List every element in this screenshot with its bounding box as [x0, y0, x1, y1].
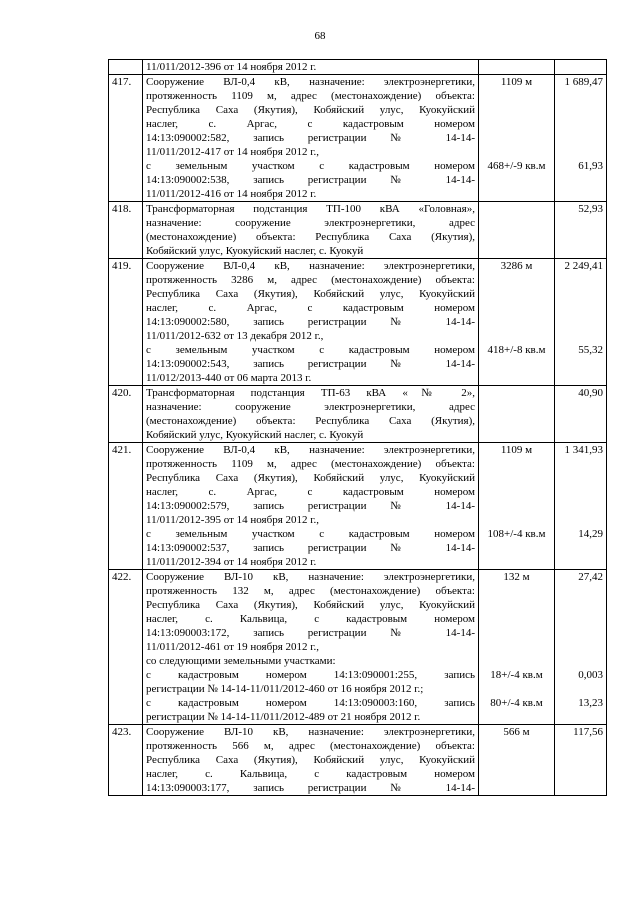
row-number: 422. — [109, 570, 143, 725]
row-description: Трансформаторная подстанция ТП-63 кВА «№ 2», назначение: сооружение электроэнергетики, адрес (местонахождение) объекта: Республика Саха (Якутия), Кобяйский улус, Куокуйский наслег, с. Куокуй — [143, 386, 479, 443]
table-row — [109, 75, 607, 202]
row-description: Сооружение ВЛ-10 кВ, назначение: электроэнергетики, протяженность 566 м, адрес (местонахождение) объекта: Республика Саха (Якутия), Кобяйский улус, Куокуйский наслег, с. Кальвица, с кадастровым номером 14:13:090003:177, запись регистрации № 14-14- — [143, 725, 479, 796]
property-table — [108, 59, 607, 796]
row-description: Трансформаторная подстанция ТП-100 кВА «Головная», назначение: сооружение электроэнергетики, адрес (местонахождение) объекта: Республика Саха (Якутия), Кобяйский улус, Куокуйский наслег, с. Куокуй — [143, 202, 479, 259]
row-number: 421. — [109, 443, 143, 570]
row-area: 566 м — [479, 725, 555, 796]
row-number: 420. — [109, 386, 143, 443]
row-value: 52,93 — [555, 202, 607, 259]
row-area — [479, 202, 555, 259]
row-number: 419. — [109, 259, 143, 386]
row-value: 1 341,93 14,29 — [555, 443, 607, 570]
row-area: 132 м 18+/-4 кв.м 80+/-4 кв.м — [479, 570, 555, 725]
row-area: 3286 м 418+/-8 кв.м — [479, 259, 555, 386]
row-value: 1 689,47 61,93 — [555, 75, 607, 202]
row-number: 417. — [109, 75, 143, 202]
table-row — [109, 386, 607, 443]
row-value: 117,56 — [555, 725, 607, 796]
row-description: Сооружение ВЛ-0,4 кВ, назначение: электроэнергетики, протяженность 1109 м, адрес (местонахождение) объекта: Республика Саха (Якутия), Кобяйский улус, Куокуйский наслег, с. Аргас, с кадастровым номером 14:13:090002:582, запись регистрации № 14-14- 11/011/2012-417 от 14 ноября 2012 г., с земельным участком с кадастровым номером 14:13:090002:538, запись регистрации № 14-14- 11/011/2012-416 от 14 ноября 2012 г. — [143, 75, 479, 202]
table-row — [109, 570, 607, 725]
table-row — [109, 259, 607, 386]
table-row-continuation — [109, 60, 607, 75]
row-area — [479, 386, 555, 443]
table-row — [109, 443, 607, 570]
row-description: Сооружение ВЛ-0,4 кВ, назначение: электроэнергетики, протяженность 3286 м, адрес (местонахождение) объекта: Республика Саха (Якутия), Кобяйский улус, Куокуйский наслег, с. Аргас, с кадастровым номером 14:13:090002:580, запись регистрации № 14-14- 11/011/2012-632 от 13 декабря 2012 г., с земельным участком с кадастровым номером 14:13:090002:543, запись регистрации № 14-14- 11/012/2013-440 от 06 марта 2013 г. — [143, 259, 479, 386]
row-number: 418. — [109, 202, 143, 259]
row-description: Сооружение ВЛ-0,4 кВ, назначение: электроэнергетики, протяженность 1109 м, адрес (местонахождение) объекта: Республика Саха (Якутия), Кобяйский улус, Куокуйский наслег, с. Аргас, с кадастровым номером 14:13:090002:579, запись регистрации № 14-14- 11/011/2012-395 от 14 ноября 2012 г., с земельным участком с кадастровым номером 14:13:090002:537, запись регистрации № 14-14- 11/011/2012-394 от 14 ноября 2012 г. — [143, 443, 479, 570]
row-area: 1109 м 468+/-9 кв.м — [479, 75, 555, 202]
row-value: 27,42 0,003 13,23 — [555, 570, 607, 725]
row-area — [479, 60, 555, 75]
row-value — [555, 60, 607, 75]
row-number: 423. — [109, 725, 143, 796]
row-description: Сооружение ВЛ-10 кВ, назначение: электроэнергетики, протяженность 132 м, адрес (местонахождение) объекта: Республика Саха (Якутия), Кобяйский улус, Куокуйский наслег, с. Кальвица, с кадастровым номером 14:13:090003:172, запись регистрации № 14-14- 11/011/2012-461 от 19 ноября 2012 г., со следующими земельными участками: с кадастровым номером 14:13:090001:255, запись регистрации № 14-14-11/011/2012-460 от 16 ноября 2012 г.; с кадастровым номером 14:13:090003:160, запись регистрации № 14-14-11/011/2012-489 от 21 ноября 2012 г. — [143, 570, 479, 725]
row-number — [109, 60, 143, 75]
row-area: 1109 м 108+/-4 кв.м — [479, 443, 555, 570]
row-value: 2 249,41 55,32 — [555, 259, 607, 386]
table-row — [109, 202, 607, 259]
page-number: 68 — [314, 30, 326, 42]
table-row — [109, 725, 607, 796]
row-value: 40,90 — [555, 386, 607, 443]
row-description: 11/011/2012-396 от 14 ноября 2012 г. — [143, 60, 479, 75]
